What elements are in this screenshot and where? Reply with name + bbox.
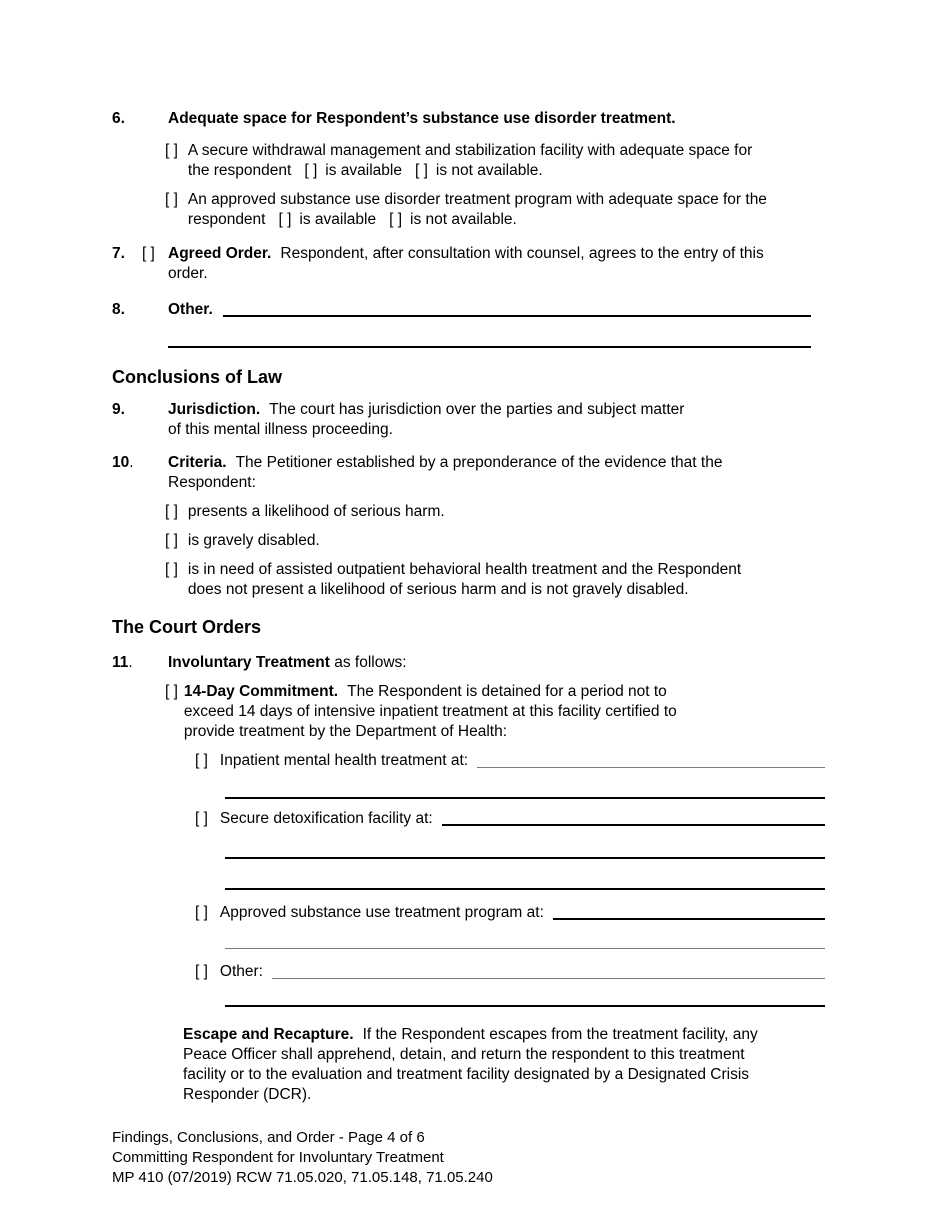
secure-detox-blank[interactable]: [442, 809, 825, 826]
treatment-program-blank-2[interactable]: [225, 923, 825, 949]
criteria-option-outpatient-treatment: [165, 560, 838, 600]
field-secure-detox: [195, 809, 838, 829]
item-8-number: 8.: [112, 301, 125, 318]
secure-detox-checkbox[interactable]: [ ]: [195, 810, 208, 827]
text-line: is in need of assisted outpatient behavioral health treatment and the Respondent: [187, 561, 742, 578]
treatment-program-checkbox[interactable]: [ ]: [195, 904, 208, 921]
other-blank-line-2[interactable]: [168, 320, 811, 348]
text-line: facility or to the evaluation and treatment facility designated by a Designated Crisis: [183, 1066, 750, 1083]
footer-document-subtitle: Committing Respondent for Involuntary Treatment: [112, 1149, 444, 1166]
other-option-blank[interactable]: [272, 962, 825, 979]
field-row: [220, 903, 838, 923]
option-text: [188, 560, 838, 600]
is-available-checkbox[interactable]: [ ]: [304, 162, 318, 179]
outpatient-treatment-checkbox[interactable]: [ ]: [165, 561, 178, 578]
item-8: [112, 300, 838, 320]
number-text: 7.: [112, 245, 125, 262]
serious-harm-checkbox[interactable]: [ ]: [165, 503, 178, 520]
text-line: provide treatment by the Department of Health:: [183, 723, 508, 740]
text-line: is not available.: [435, 162, 543, 179]
secure-withdrawal-checkbox[interactable]: [ ]: [165, 142, 178, 159]
field-label: Secure detoxification facility at:: [219, 810, 433, 827]
escape-and-recapture-label: Escape and Recapture.: [183, 1026, 354, 1043]
inpatient-treatment-blank-2[interactable]: [225, 771, 825, 799]
text-line: does not present a likelihood of serious harm and is not gravely disabled.: [187, 581, 689, 598]
item-10-number: [112, 453, 168, 473]
field-label: Approved substance use treatment program at:: [219, 904, 544, 921]
text-line: Responder (DCR).: [183, 1086, 312, 1103]
form-content: [112, 109, 838, 1188]
escape-and-recapture-paragraph: [183, 1025, 838, 1105]
secure-detox-blank-3[interactable]: [225, 859, 825, 890]
item-6-option-approved-program: [165, 190, 838, 230]
number-text: 10: [112, 454, 130, 471]
14-day-commitment-label: 14-Day Commitment.: [183, 683, 339, 700]
is-not-available-checkbox[interactable]: [ ]: [389, 211, 403, 228]
item-6-option-secure-withdrawal: [165, 141, 838, 181]
agreed-order-label: Agreed Order.: [168, 245, 272, 262]
other-option-blank-2[interactable]: [225, 982, 825, 1007]
number-dot: .: [129, 454, 134, 471]
item-9-number: 9.: [112, 401, 125, 418]
text-line: exceed 14 days of intensive inpatient treatment at this facility certified to: [183, 703, 677, 720]
jurisdiction-label: Jurisdiction.: [168, 401, 261, 418]
text-line: A secure withdrawal management and stabilization facility with adequate space for: [187, 142, 753, 159]
is-not-available-checkbox[interactable]: [ ]: [414, 162, 428, 179]
criteria-option-gravely-disabled: [165, 531, 838, 551]
text-line: respondent: [187, 211, 266, 228]
field-other: [195, 962, 838, 982]
gravely-disabled-checkbox[interactable]: [ ]: [165, 532, 178, 549]
inpatient-treatment-blank[interactable]: [477, 751, 825, 768]
item-9-text: [168, 400, 838, 440]
item-11-text: [168, 653, 838, 673]
text-line: Respondent, after consultation with counsel, agrees to the entry of this: [280, 245, 764, 262]
involuntary-treatment-label: Involuntary Treatment: [168, 654, 330, 671]
item-11: [112, 653, 838, 673]
text-line: is available: [299, 211, 377, 228]
item-8-text: [168, 300, 838, 320]
text-line: is available: [325, 162, 402, 179]
criteria-label: Criteria.: [168, 454, 227, 471]
other-option-checkbox[interactable]: [ ]: [195, 963, 208, 980]
approved-program-checkbox[interactable]: [ ]: [165, 191, 178, 208]
item-6: [112, 109, 838, 129]
field-label: Other:: [219, 963, 263, 980]
text-line: as follows:: [329, 654, 407, 671]
option-14-day-commitment: [165, 682, 838, 742]
item-7: [112, 244, 838, 284]
text-line: If the Respondent escapes from the treatment facility, any: [362, 1026, 758, 1043]
option-text: presents a likelihood of serious harm.: [187, 503, 445, 520]
page-footer: [112, 1128, 838, 1188]
option-text: [188, 141, 838, 181]
treatment-program-blank[interactable]: [553, 903, 825, 920]
footer-document-title: Findings, Conclusions, and Order - Page 4 of 6: [112, 1129, 425, 1146]
criteria-option-serious-harm: [165, 502, 838, 522]
item-10-text: [168, 453, 838, 493]
item-7-number: [112, 244, 168, 264]
item-6-title: Adequate space for Respondent’s substance use disorder treatment.: [168, 110, 676, 127]
text-line: The court has jurisdiction over the parties and subject matter: [269, 401, 685, 418]
text-line: of this mental illness proceeding.: [168, 421, 393, 438]
14-day-commitment-checkbox[interactable]: [ ]: [165, 683, 178, 700]
text-line: is not available.: [410, 211, 517, 228]
agreed-order-checkbox[interactable]: [ ]: [141, 245, 155, 262]
secure-detox-blank-2[interactable]: [225, 829, 825, 859]
footer-form-number: MP 410 (07/2019) RCW 71.05.020, 71.05.148, 71.05.240: [112, 1169, 493, 1186]
item-9: [112, 400, 838, 440]
other-blank-line-1[interactable]: [223, 300, 811, 317]
item-7-text: [168, 244, 838, 284]
option-text: [188, 190, 838, 230]
number-dot: .: [128, 654, 133, 671]
field-label: Inpatient mental health treatment at:: [219, 752, 469, 769]
field-treatment-program: [195, 903, 838, 923]
field-row: [220, 962, 838, 982]
number-text: 11: [112, 654, 129, 671]
text-line: Peace Officer shall apprehend, detain, and return the respondent to this treatment: [183, 1046, 745, 1063]
item-6-number: 6.: [112, 110, 125, 127]
text-line: An approved substance use disorder treatment program with adequate space for the: [187, 191, 767, 208]
option-text: is gravely disabled.: [187, 532, 320, 549]
item-10: [112, 453, 838, 493]
commitment-text: [184, 682, 838, 742]
conclusions-of-law-heading: Conclusions of Law: [112, 367, 283, 387]
item-11-number: [112, 653, 168, 673]
text-line: the respondent: [187, 162, 292, 179]
text-line: order.: [168, 265, 208, 282]
text-line: Respondent:: [168, 474, 256, 491]
other-label: Other.: [168, 301, 213, 318]
inpatient-treatment-checkbox[interactable]: [ ]: [195, 752, 208, 769]
court-orders-heading: The Court Orders: [112, 617, 262, 637]
is-available-checkbox[interactable]: [ ]: [278, 211, 292, 228]
field-row: [220, 751, 838, 771]
field-row: [220, 809, 838, 829]
text-line: The Respondent is detained for a period not to: [347, 683, 667, 700]
text-line: The Petitioner established by a preponderance of the evidence that the: [235, 454, 723, 471]
field-inpatient-treatment: [195, 751, 838, 771]
